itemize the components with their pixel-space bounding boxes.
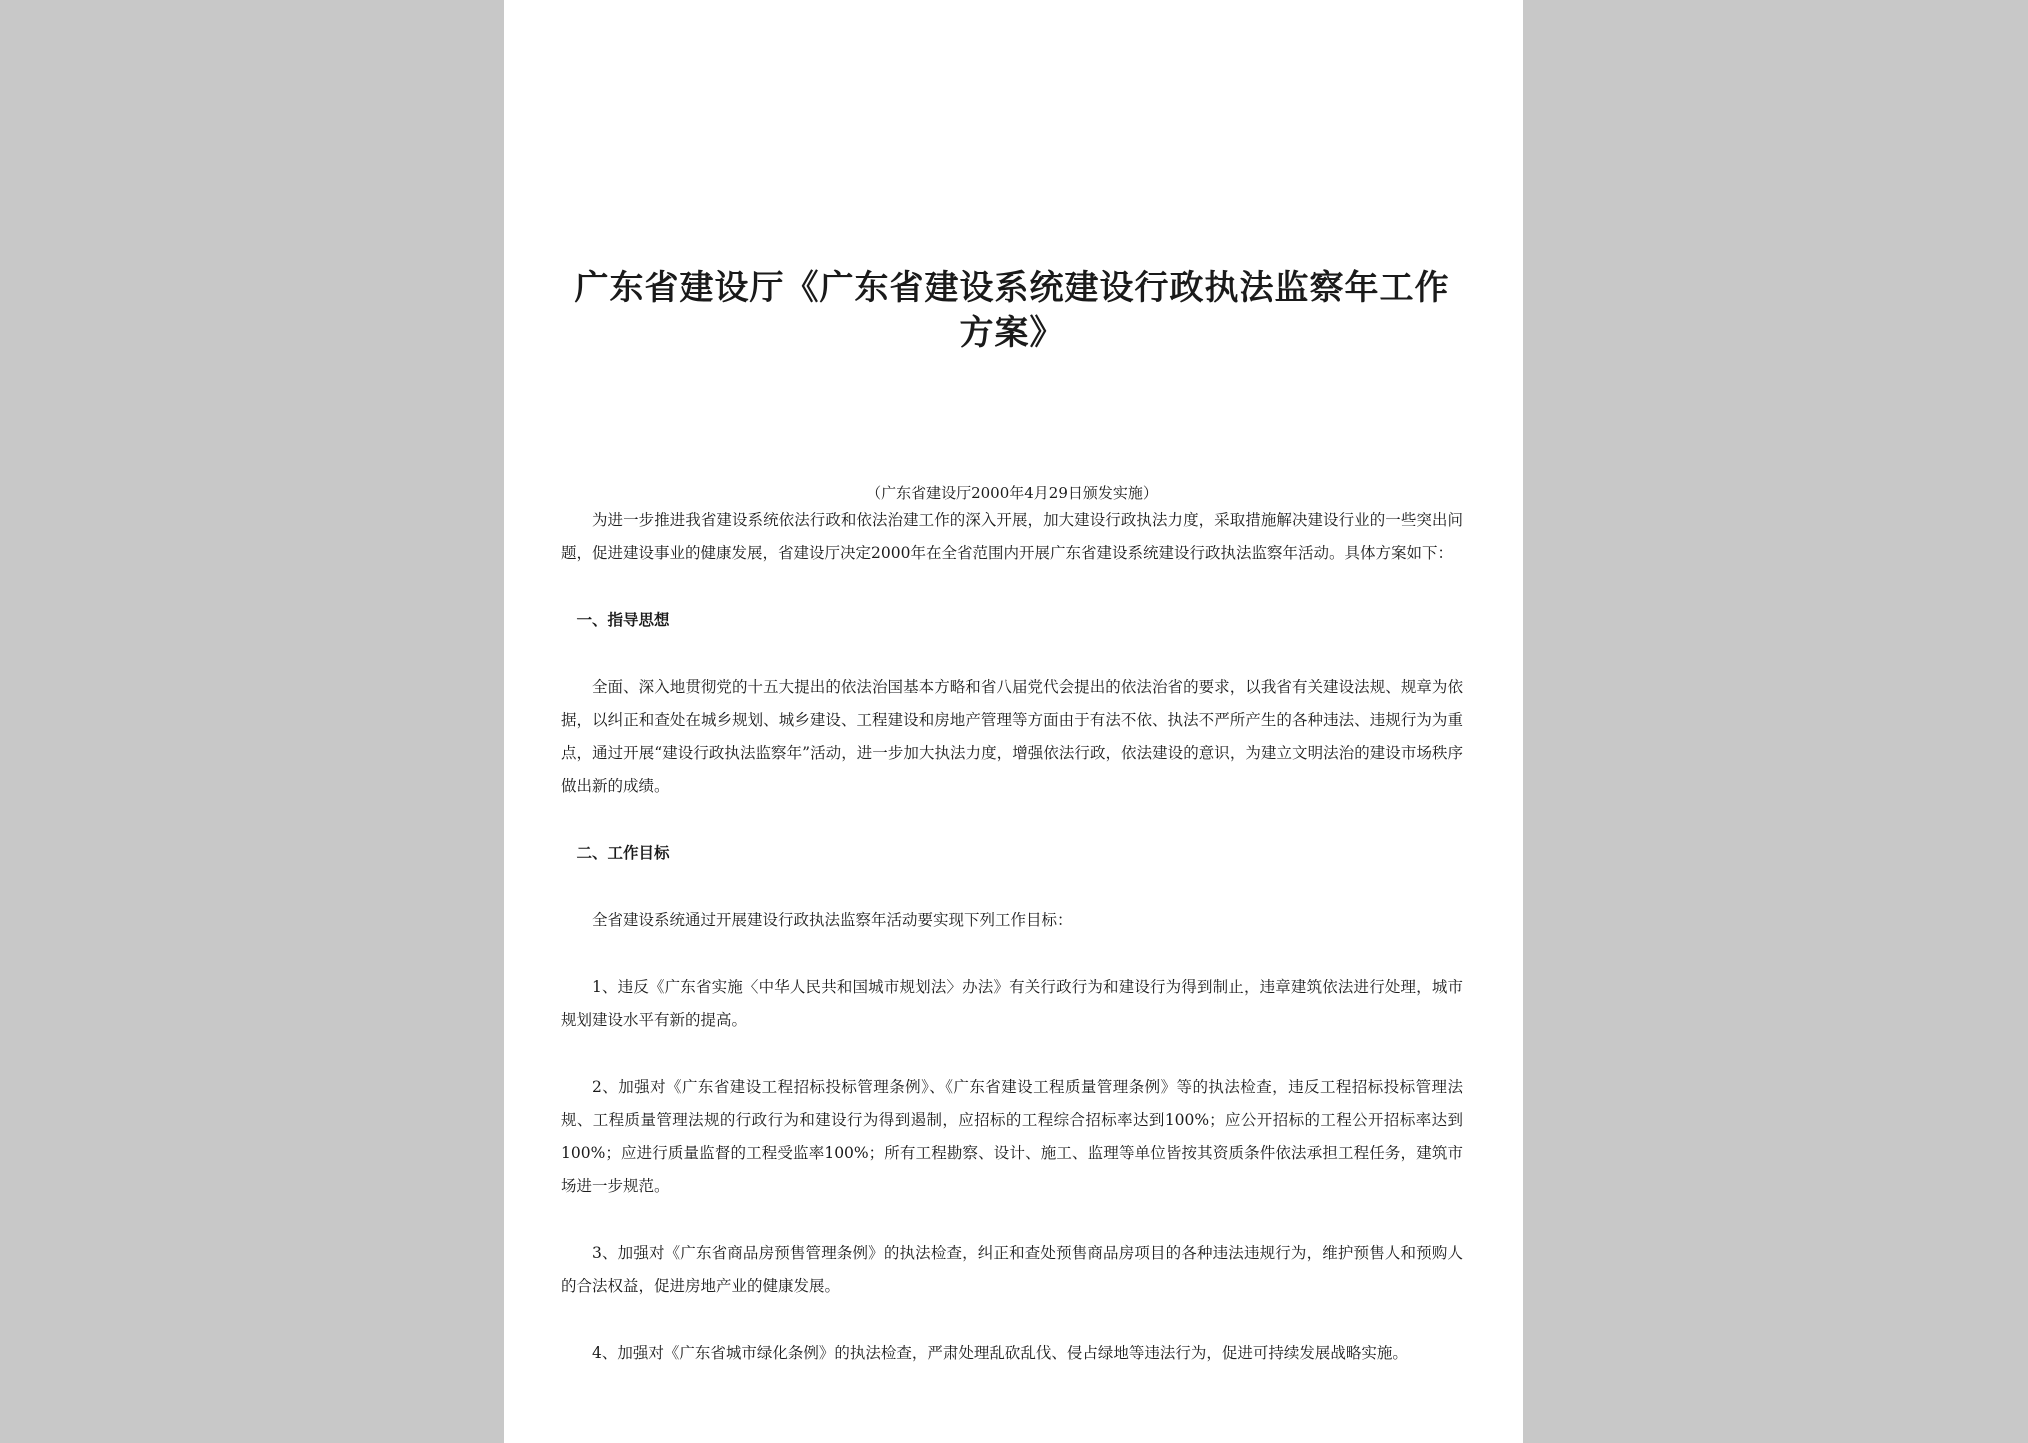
section-heading-work-goals: 二、工作目标 (576, 844, 670, 862)
issued-note: （广东省建设厅2000年4月29日颁发实施） (866, 484, 1158, 502)
document-page (504, 0, 1523, 1443)
goal-item-4: 4、加强对《广东省城市绿化条例》的执法检查，严肃处理乱砍乱伐、侵占绿地等违法行为，促进可持续发展战略实施。 (592, 1344, 1408, 1362)
section-heading-guiding-ideology: 一、指导思想 (576, 611, 670, 629)
goal-item-3: 3、加强对《广东省商品房预售管理条例》的执法检查，纠正和查处预售商品房项目的各种违法违规行为，维护预售人和预购人的合法权益，促进房地产业的健康发展。 (561, 1244, 1463, 1295)
intro-paragraph: 为进一步推进我省建设系统依法行政和依法治建工作的深入开展，加大建设行政执法力度，采取措施解决建设行业的一些突出问题，促进建设事业的健康发展，省建设厅决定2000年在全省范围内开展广东省建设系统建设行政执法监察年活动。具体方案如下： (561, 511, 1463, 562)
goal-item-1: 1、违反《广东省实施〈中华人民共和国城市规划法〉办法》有关行政行为和建设行为得到制止，违章建筑依法进行处理，城市规划建设水平有新的提高。 (561, 978, 1463, 1029)
section2-lead: 全省建设系统通过开展建设行政执法监察年活动要实现下列工作目标： (592, 911, 1073, 929)
section1-body: 全面、深入地贯彻党的十五大提出的依法治国基本方略和省八届党代会提出的依法治省的要求，以我省有关建设法规、规章为依据，以纠正和查处在城乡规划、城乡建设、工程建设和房地产管理等方面由于有法不依、执法不严所产生的各种违法、违规行为为重点，通过开展“建设行政执法监察年”活动，进一步加大执法力度，增强依法行政，依法建设的意识，为建立文明法治的建设市场秩序做出新的成绩。 (561, 678, 1463, 795)
document-title: 广东省建设厅《广东省建设系统建设行政执法监察年工作方案》 (574, 268, 1450, 353)
goal-item-2: 2、加强对《广东省建设工程招标投标管理条例》、《广东省建设工程质量管理条例》等的执法检查，违反工程招标投标管理法规、工程质量管理法规的行政行为和建设行为得到遏制，应招标的工程综合招标率达到100%；应公开招标的工程公开招标率达到100%；应进行质量监督的工程受监率100%；所有工程勘察、设计、施工、监理等单位皆按其资质条件依法承担工程任务，建筑市场进一步规范。 (561, 1078, 1463, 1195)
